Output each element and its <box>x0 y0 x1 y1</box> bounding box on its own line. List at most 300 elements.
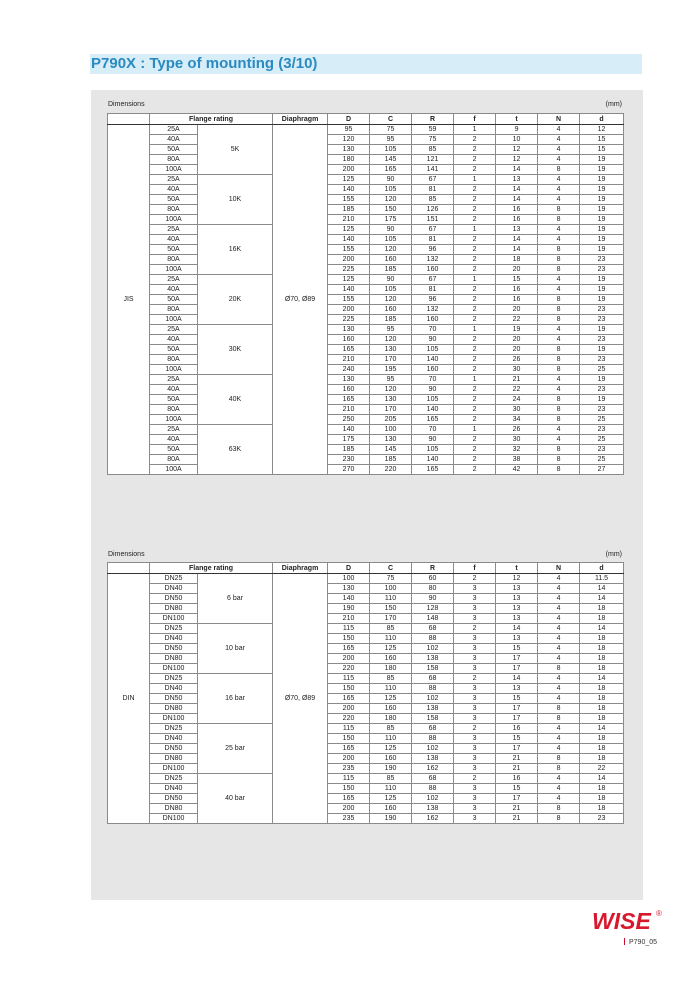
header-r-col: R <box>412 114 454 125</box>
value-cell-t: 12 <box>496 145 538 155</box>
size-cell: 40A <box>150 385 198 395</box>
value-cell-t: 30 <box>496 405 538 415</box>
size-cell: 80A <box>150 455 198 465</box>
value-cell-t: 17 <box>496 794 538 804</box>
value-cell-d: 125 <box>328 225 370 235</box>
value-cell-r: 81 <box>412 285 454 295</box>
value-cell-d: 115 <box>328 624 370 634</box>
value-cell-d: 18 <box>580 754 624 764</box>
table-row <box>108 405 624 415</box>
value-cell-t: 24 <box>496 395 538 405</box>
value-cell-n: 4 <box>538 654 580 664</box>
header-n-col: N <box>538 114 580 125</box>
value-cell-r: 59 <box>412 125 454 135</box>
value-cell-c: 160 <box>370 255 412 265</box>
table-row <box>108 305 624 315</box>
value-cell-t: 17 <box>496 664 538 674</box>
size-cell: 40A <box>150 435 198 445</box>
value-cell-f: 1 <box>454 225 496 235</box>
size-cell: 25A <box>150 225 198 235</box>
din-dimensions-label: Dimensions <box>108 551 145 558</box>
value-cell-d: 185 <box>328 205 370 215</box>
size-cell: DN25 <box>150 724 198 734</box>
value-cell-d: 200 <box>328 305 370 315</box>
table-row <box>108 345 624 355</box>
value-cell-d: 230 <box>328 455 370 465</box>
value-cell-c: 180 <box>370 664 412 674</box>
value-cell-t: 17 <box>496 704 538 714</box>
table-row <box>108 794 624 804</box>
value-cell-f: 2 <box>454 435 496 445</box>
value-cell-c: 110 <box>370 734 412 744</box>
jis-dimensions-table <box>107 113 624 475</box>
header-diaphragm: Diaphragm <box>273 563 328 574</box>
rating-cell: 10 bar <box>198 624 273 674</box>
value-cell-n: 4 <box>538 325 580 335</box>
value-cell-r: 85 <box>412 195 454 205</box>
table-row <box>108 674 624 684</box>
value-cell-f: 3 <box>454 594 496 604</box>
value-cell-d: 155 <box>328 195 370 205</box>
value-cell-r: 138 <box>412 704 454 714</box>
value-cell-r: 140 <box>412 455 454 465</box>
value-cell-t: 16 <box>496 285 538 295</box>
value-cell-d: 23 <box>580 335 624 345</box>
registered-mark: ® <box>656 909 662 918</box>
value-cell-n: 4 <box>538 624 580 634</box>
wise-logo <box>590 907 664 933</box>
value-cell-f: 3 <box>454 584 496 594</box>
value-cell-d: 22 <box>580 764 624 774</box>
table-row <box>108 804 624 814</box>
value-cell-c: 220 <box>370 465 412 475</box>
value-cell-d: 19 <box>580 235 624 245</box>
value-cell-f: 1 <box>454 425 496 435</box>
size-cell: 40A <box>150 185 198 195</box>
value-cell-n: 8 <box>538 295 580 305</box>
value-cell-f: 1 <box>454 275 496 285</box>
value-cell-t: 17 <box>496 744 538 754</box>
value-cell-f: 3 <box>454 704 496 714</box>
value-cell-d: 165 <box>328 744 370 754</box>
value-cell-d: 18 <box>580 634 624 644</box>
value-cell-d: 120 <box>328 135 370 145</box>
value-cell-d: 125 <box>328 275 370 285</box>
value-cell-t: 13 <box>496 175 538 185</box>
table-row <box>108 734 624 744</box>
value-cell-r: 88 <box>412 734 454 744</box>
value-cell-f: 2 <box>454 305 496 315</box>
rating-cell: 30K <box>198 325 273 375</box>
value-cell-n: 8 <box>538 355 580 365</box>
value-cell-r: 121 <box>412 155 454 165</box>
table-row <box>108 255 624 265</box>
value-cell-r: 126 <box>412 205 454 215</box>
standard-cell: JIS <box>108 125 150 475</box>
table-row <box>108 774 624 784</box>
value-cell-r: 68 <box>412 624 454 634</box>
value-cell-r: 128 <box>412 604 454 614</box>
size-cell: DN50 <box>150 644 198 654</box>
value-cell-d: 23 <box>580 255 624 265</box>
value-cell-d: 225 <box>328 265 370 275</box>
table-row <box>108 594 624 604</box>
table-row <box>108 634 624 644</box>
value-cell-d: 210 <box>328 405 370 415</box>
value-cell-d: 19 <box>580 175 624 185</box>
page-ref-marker <box>624 938 625 945</box>
size-cell: 80A <box>150 205 198 215</box>
value-cell-t: 21 <box>496 375 538 385</box>
table-row <box>108 465 624 475</box>
value-cell-c: 95 <box>370 375 412 385</box>
size-cell: 80A <box>150 405 198 415</box>
value-cell-d: 19 <box>580 205 624 215</box>
value-cell-d: 15 <box>580 145 624 155</box>
value-cell-r: 81 <box>412 185 454 195</box>
value-cell-r: 138 <box>412 804 454 814</box>
value-cell-t: 20 <box>496 335 538 345</box>
value-cell-d: 25 <box>580 365 624 375</box>
table-row <box>108 315 624 325</box>
value-cell-n: 8 <box>538 664 580 674</box>
value-cell-t: 22 <box>496 315 538 325</box>
value-cell-d: 95 <box>328 125 370 135</box>
value-cell-f: 3 <box>454 714 496 724</box>
size-cell: 80A <box>150 355 198 365</box>
table-row <box>108 754 624 764</box>
value-cell-d: 11.5 <box>580 574 624 584</box>
value-cell-f: 1 <box>454 375 496 385</box>
value-cell-n: 8 <box>538 405 580 415</box>
value-cell-d: 200 <box>328 165 370 175</box>
value-cell-f: 2 <box>454 724 496 734</box>
value-cell-d: 19 <box>580 195 624 205</box>
value-cell-d: 19 <box>580 275 624 285</box>
size-cell: DN40 <box>150 584 198 594</box>
size-cell: DN80 <box>150 604 198 614</box>
value-cell-c: 110 <box>370 594 412 604</box>
value-cell-d: 200 <box>328 804 370 814</box>
size-cell: DN80 <box>150 804 198 814</box>
value-cell-d: 200 <box>328 704 370 714</box>
value-cell-d: 19 <box>580 295 624 305</box>
value-cell-n: 4 <box>538 185 580 195</box>
header-n-col: N <box>538 563 580 574</box>
value-cell-d: 14 <box>580 624 624 634</box>
value-cell-d: 225 <box>328 315 370 325</box>
value-cell-c: 110 <box>370 634 412 644</box>
value-cell-r: 90 <box>412 594 454 604</box>
value-cell-n: 8 <box>538 814 580 824</box>
value-cell-f: 3 <box>454 804 496 814</box>
din-unit-label: (mm) <box>605 551 622 558</box>
size-cell: 50A <box>150 445 198 455</box>
value-cell-f: 2 <box>454 405 496 415</box>
value-cell-d: 115 <box>328 674 370 684</box>
rating-cell: 25 bar <box>198 724 273 774</box>
value-cell-d: 125 <box>328 175 370 185</box>
value-cell-f: 2 <box>454 285 496 295</box>
value-cell-d: 14 <box>580 774 624 784</box>
value-cell-d: 185 <box>328 445 370 455</box>
value-cell-r: 70 <box>412 425 454 435</box>
value-cell-d: 14 <box>580 584 624 594</box>
value-cell-f: 3 <box>454 694 496 704</box>
value-cell-d: 14 <box>580 674 624 684</box>
value-cell-d: 115 <box>328 724 370 734</box>
value-cell-f: 3 <box>454 744 496 754</box>
size-cell: DN25 <box>150 674 198 684</box>
header-d-col: d <box>580 563 624 574</box>
value-cell-t: 9 <box>496 125 538 135</box>
value-cell-n: 8 <box>538 265 580 275</box>
table-row <box>108 245 624 255</box>
value-cell-c: 165 <box>370 165 412 175</box>
value-cell-d: 175 <box>328 435 370 445</box>
value-cell-d: 18 <box>580 784 624 794</box>
value-cell-d: 18 <box>580 644 624 654</box>
value-cell-t: 10 <box>496 135 538 145</box>
value-cell-t: 15 <box>496 644 538 654</box>
value-cell-f: 3 <box>454 634 496 644</box>
table-row <box>108 335 624 345</box>
value-cell-r: 148 <box>412 614 454 624</box>
size-cell: DN50 <box>150 694 198 704</box>
value-cell-n: 4 <box>538 375 580 385</box>
value-cell-n: 8 <box>538 445 580 455</box>
value-cell-c: 105 <box>370 145 412 155</box>
value-cell-d: 165 <box>328 345 370 355</box>
table-row <box>108 265 624 275</box>
table-row <box>108 445 624 455</box>
value-cell-t: 30 <box>496 435 538 445</box>
table-row <box>108 215 624 225</box>
value-cell-d: 23 <box>580 305 624 315</box>
value-cell-n: 8 <box>538 415 580 425</box>
value-cell-c: 170 <box>370 355 412 365</box>
size-cell: DN100 <box>150 814 198 824</box>
value-cell-n: 8 <box>538 205 580 215</box>
value-cell-t: 16 <box>496 774 538 784</box>
value-cell-f: 2 <box>454 195 496 205</box>
value-cell-r: 140 <box>412 355 454 365</box>
value-cell-r: 160 <box>412 365 454 375</box>
table-row <box>108 185 624 195</box>
value-cell-n: 8 <box>538 465 580 475</box>
value-cell-t: 12 <box>496 574 538 584</box>
value-cell-d: 140 <box>328 235 370 245</box>
size-cell: 50A <box>150 295 198 305</box>
table-row <box>108 155 624 165</box>
value-cell-c: 90 <box>370 275 412 285</box>
value-cell-d: 18 <box>580 664 624 674</box>
value-cell-r: 160 <box>412 265 454 275</box>
value-cell-c: 85 <box>370 674 412 684</box>
rating-cell: 16 bar <box>198 674 273 724</box>
header-c-col: C <box>370 114 412 125</box>
value-cell-r: 96 <box>412 295 454 305</box>
din-dimensions-table <box>107 562 624 824</box>
value-cell-r: 132 <box>412 305 454 315</box>
value-cell-n: 4 <box>538 724 580 734</box>
value-cell-c: 90 <box>370 225 412 235</box>
size-cell: 50A <box>150 245 198 255</box>
value-cell-t: 16 <box>496 215 538 225</box>
value-cell-f: 2 <box>454 415 496 425</box>
din-header-row <box>108 563 624 574</box>
value-cell-t: 13 <box>496 225 538 235</box>
value-cell-n: 8 <box>538 305 580 315</box>
value-cell-n: 4 <box>538 335 580 345</box>
header-d-col: d <box>580 114 624 125</box>
table-row <box>108 285 624 295</box>
size-cell: DN80 <box>150 754 198 764</box>
value-cell-n: 4 <box>538 155 580 165</box>
value-cell-d: 190 <box>328 604 370 614</box>
value-cell-f: 2 <box>454 445 496 455</box>
value-cell-r: 88 <box>412 634 454 644</box>
value-cell-d: 250 <box>328 415 370 425</box>
value-cell-d: 130 <box>328 325 370 335</box>
value-cell-d: 165 <box>328 694 370 704</box>
header-t-col: t <box>496 114 538 125</box>
value-cell-c: 145 <box>370 155 412 165</box>
value-cell-n: 4 <box>538 574 580 584</box>
size-cell: DN80 <box>150 704 198 714</box>
value-cell-c: 130 <box>370 395 412 405</box>
value-cell-d: 155 <box>328 245 370 255</box>
value-cell-r: 138 <box>412 754 454 764</box>
value-cell-n: 8 <box>538 455 580 465</box>
value-cell-f: 2 <box>454 355 496 365</box>
value-cell-r: 158 <box>412 714 454 724</box>
header-f-col: f <box>454 114 496 125</box>
value-cell-n: 4 <box>538 594 580 604</box>
value-cell-t: 21 <box>496 804 538 814</box>
value-cell-n: 8 <box>538 395 580 405</box>
value-cell-d: 140 <box>328 285 370 295</box>
value-cell-n: 4 <box>538 125 580 135</box>
value-cell-d: 18 <box>580 684 624 694</box>
size-cell: 50A <box>150 395 198 405</box>
logo-wordmark: WISE <box>592 908 651 933</box>
value-cell-t: 26 <box>496 425 538 435</box>
value-cell-d: 165 <box>328 644 370 654</box>
value-cell-t: 14 <box>496 624 538 634</box>
rating-cell: 20K <box>198 275 273 325</box>
table-row <box>108 295 624 305</box>
value-cell-n: 4 <box>538 145 580 155</box>
value-cell-f: 1 <box>454 175 496 185</box>
value-cell-c: 75 <box>370 574 412 584</box>
value-cell-f: 2 <box>454 395 496 405</box>
table-row <box>108 654 624 664</box>
value-cell-f: 3 <box>454 644 496 654</box>
value-cell-c: 120 <box>370 245 412 255</box>
value-cell-r: 102 <box>412 794 454 804</box>
value-cell-f: 1 <box>454 125 496 135</box>
value-cell-n: 4 <box>538 744 580 754</box>
table-row <box>108 624 624 634</box>
value-cell-r: 70 <box>412 325 454 335</box>
rating-cell: 5K <box>198 125 273 175</box>
value-cell-t: 15 <box>496 694 538 704</box>
value-cell-n: 8 <box>538 754 580 764</box>
value-cell-f: 3 <box>454 794 496 804</box>
value-cell-t: 16 <box>496 205 538 215</box>
size-cell: DN40 <box>150 634 198 644</box>
value-cell-d: 150 <box>328 784 370 794</box>
value-cell-r: 90 <box>412 435 454 445</box>
value-cell-t: 14 <box>496 185 538 195</box>
value-cell-f: 2 <box>454 774 496 784</box>
value-cell-d: 210 <box>328 215 370 225</box>
value-cell-r: 105 <box>412 445 454 455</box>
size-cell: 50A <box>150 345 198 355</box>
table-row <box>108 415 624 425</box>
value-cell-n: 4 <box>538 694 580 704</box>
value-cell-f: 2 <box>454 455 496 465</box>
value-cell-r: 141 <box>412 165 454 175</box>
value-cell-c: 130 <box>370 435 412 445</box>
value-cell-r: 140 <box>412 405 454 415</box>
value-cell-c: 150 <box>370 604 412 614</box>
value-cell-c: 110 <box>370 784 412 794</box>
value-cell-d: 19 <box>580 325 624 335</box>
value-cell-d: 150 <box>328 634 370 644</box>
value-cell-d: 25 <box>580 435 624 445</box>
value-cell-t: 13 <box>496 684 538 694</box>
value-cell-t: 15 <box>496 784 538 794</box>
value-cell-t: 42 <box>496 465 538 475</box>
value-cell-d: 165 <box>328 794 370 804</box>
value-cell-r: 67 <box>412 275 454 285</box>
value-cell-d: 210 <box>328 614 370 624</box>
value-cell-d: 220 <box>328 664 370 674</box>
table-row <box>108 644 624 654</box>
value-cell-c: 100 <box>370 425 412 435</box>
value-cell-d: 18 <box>580 614 624 624</box>
value-cell-c: 160 <box>370 804 412 814</box>
size-cell: 40A <box>150 335 198 345</box>
value-cell-t: 20 <box>496 345 538 355</box>
value-cell-f: 2 <box>454 295 496 305</box>
size-cell: DN25 <box>150 574 198 584</box>
value-cell-c: 205 <box>370 415 412 425</box>
value-cell-d: 270 <box>328 465 370 475</box>
value-cell-d: 240 <box>328 365 370 375</box>
size-cell: DN100 <box>150 714 198 724</box>
table-row <box>108 395 624 405</box>
value-cell-c: 85 <box>370 724 412 734</box>
value-cell-f: 3 <box>454 664 496 674</box>
header-flange-rating: Flange rating <box>150 563 273 574</box>
rating-cell: 16K <box>198 225 273 275</box>
value-cell-d: 100 <box>328 574 370 584</box>
value-cell-d: 130 <box>328 145 370 155</box>
value-cell-r: 81 <box>412 235 454 245</box>
value-cell-c: 180 <box>370 714 412 724</box>
size-cell: DN40 <box>150 734 198 744</box>
table-row <box>108 275 624 285</box>
value-cell-c: 160 <box>370 704 412 714</box>
table-row <box>108 764 624 774</box>
table-row <box>108 375 624 385</box>
size-cell: 50A <box>150 145 198 155</box>
size-cell: DN100 <box>150 614 198 624</box>
value-cell-d: 19 <box>580 165 624 175</box>
